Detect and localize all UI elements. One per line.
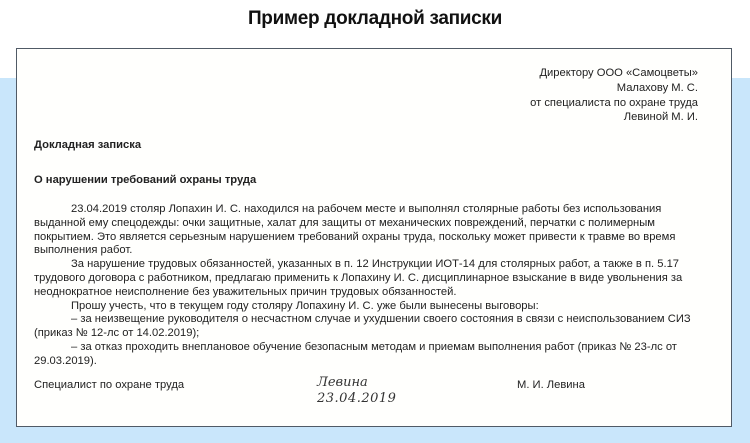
reprimand-item: – за отказ проходить внеплановое обучение безопасным методам и приемам выполнения работ (приказ № 23-лс от 29.03.2019).	[34, 340, 677, 367]
reprimand-item: – за неизвещение руководителя о несчастном случае и ухудшении своего состояния в связи с неиспользованием СИЗ (приказ № 12-лс от 14.02.2019);	[34, 313, 691, 340]
memo-body	[34, 203, 714, 369]
addressee-line: от специалиста по охране труда	[530, 96, 698, 109]
paragraph: За нарушение трудовых обязанностей, указанных в п. 12 Инструкции ИОТ-14 для столярных работ, а также в п. 5.17 трудового договора с работником, предлагаю применить к Лопахину И. С. дисциплинарное взыскание в виде увольнения за неоднократное неисполнение без уважительных причин трудовых обязанностей.	[34, 258, 683, 298]
signature-date: 23.04.2019	[317, 391, 397, 406]
handwritten-signature: Левина	[317, 375, 368, 390]
memo-document	[16, 48, 732, 427]
paragraph: Прошу учесть, что в текущем году столяру Лопахину И. С. уже были вынесены выговоры:	[71, 299, 539, 312]
addressee-block	[530, 66, 698, 125]
paragraph: 23.04.2019 столяр Лопахин И. С. находился на рабочем месте и выполнял столярные работы без использования выданной ему спецодежды: очки защитные, халат для защиты от механических повреждений, перчатки с полимерным покрытием. Это является серьезным нарушением требований охраны труда, поскольку может привести к травме во время выполнения работ.	[34, 203, 676, 257]
addressee-line: Левиной М. И.	[623, 111, 698, 124]
page-title: Пример докладной записки	[247, 8, 503, 29]
addressee-line: Малахову М. С.	[616, 81, 698, 94]
signer-role: Специалист по охране труда	[34, 379, 185, 391]
signature-row	[34, 375, 714, 409]
subject-heading: О нарушении требований охраны труда	[34, 174, 257, 186]
addressee-line: Директору ООО «Самоцветы»	[539, 67, 698, 79]
document-type-heading: Докладная записка	[34, 139, 142, 151]
signer-name: М. И. Левина	[517, 379, 585, 391]
